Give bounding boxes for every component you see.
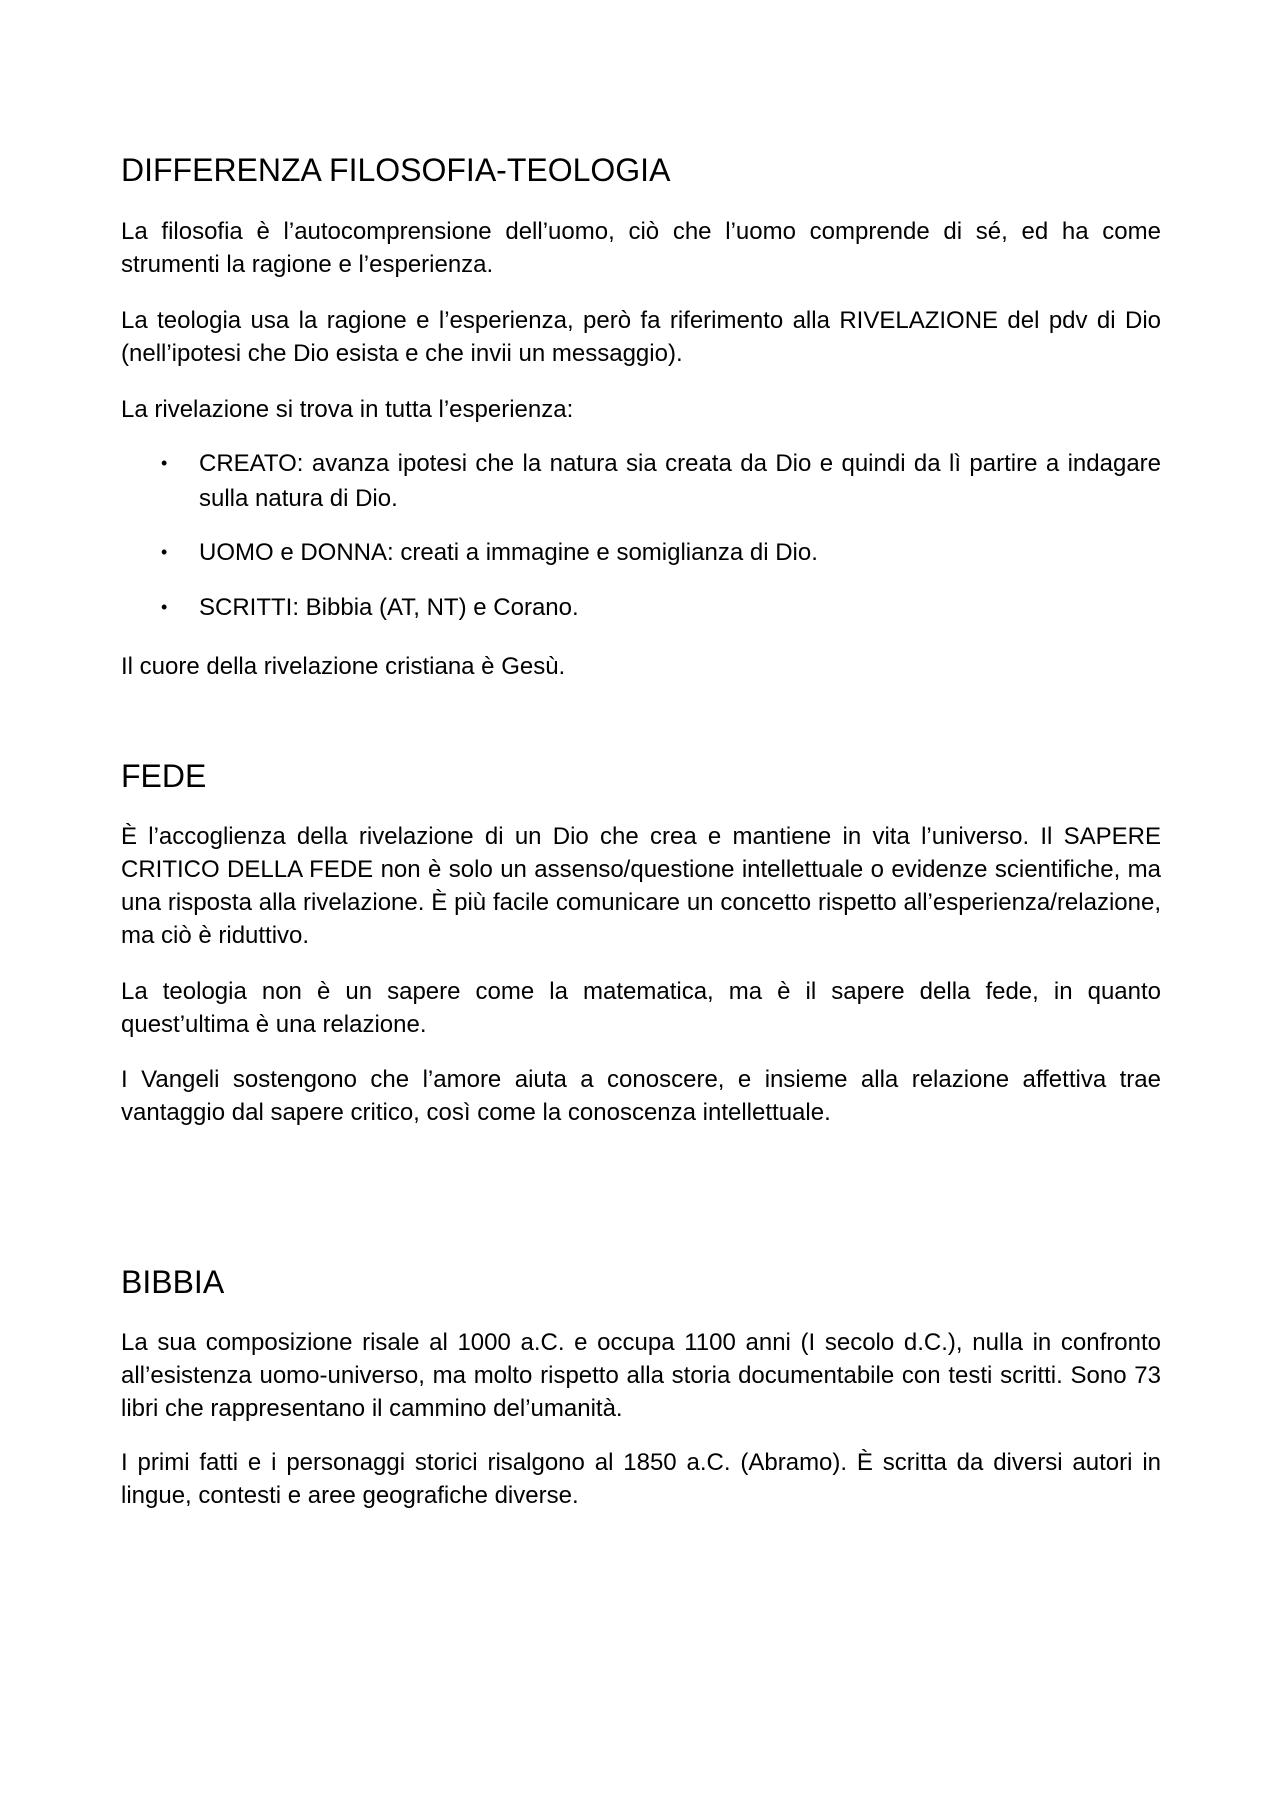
section-title-fede: FEDE	[121, 758, 207, 794]
list-item	[121, 535, 1161, 570]
section-title-bibbia: BIBBIA	[121, 1264, 225, 1300]
bullet-icon: •	[161, 453, 168, 473]
paragraph: La teologia non è un sapere come la matematica, ma è il sapere della fede, in quanto quest’ultima è una relazione.	[121, 978, 1161, 1038]
section-title-differenza: DIFFERENZA FILOSOFIA-TEOLOGIA	[121, 152, 671, 188]
paragraph: La filosofia è l’autocomprensione dell’uomo, ciò che l’uomo comprende di sé, ed ha come strumenti la ragione e l’esperienza.	[121, 218, 1161, 278]
list-item-text: SCRITTI: Bibbia (AT, NT) e Corano.	[199, 594, 579, 621]
paragraph: La rivelazione si trova in tutta l’esperienza:	[121, 396, 574, 423]
paragraph: I primi fatti e i personaggi storici risalgono al 1850 a.C. (Abramo). È scritta da diversi autori in lingue, contesti e aree geografiche diverse.	[121, 1449, 1161, 1509]
paragraph: Il cuore della rivelazione cristiana è Gesù.	[121, 653, 566, 680]
bullet-icon: •	[161, 597, 168, 617]
list-item-text: UOMO e DONNA: creati a immagine e somiglianza di Dio.	[199, 539, 818, 566]
list-item	[121, 590, 1161, 625]
list-item	[121, 446, 1161, 516]
paragraph: La sua composizione risale al 1000 a.C. e occupa 1100 anni (I secolo d.C.), nulla in confronto all’esistenza uomo-universo, ma molto rispetto alla storia documentabile con testi scritti. Sono 73 libri che rappresentano il cammino del’umanità.	[121, 1329, 1161, 1422]
list-item-text: CREATO: avanza ipotesi che la natura sia creata da Dio e quindi da lì partire a indagare sulla natura di Dio.	[199, 450, 1161, 512]
bullet-icon: •	[161, 542, 168, 562]
paragraph: La teologia usa la ragione e l’esperienza, però fa riferimento alla RIVELAZIONE del pdv di Dio (nell’ipotesi che Dio esista e che invii un messaggio).	[121, 307, 1161, 367]
paragraph: I Vangeli sostengono che l’amore aiuta a conoscere, e insieme alla relazione affettiva trae vantaggio dal sapere critico, così come la conoscenza intellettuale.	[121, 1066, 1161, 1126]
paragraph: È l’accoglienza della rivelazione di un Dio che crea e mantiene in vita l’universo. Il SAPERE CRITICO DELLA FEDE non è solo un assenso/questione intellettuale o evidenze scientifiche, ma una risposta alla rivelazione. È più facile comunicare un concetto rispetto all’esperienza/relazione, ma ciò è riduttivo.	[121, 823, 1161, 949]
